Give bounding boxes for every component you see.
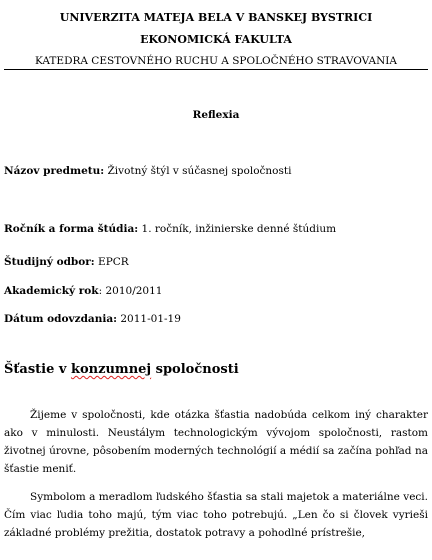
section-title-start: Šťastie v: [4, 362, 71, 377]
field-value: Životný štýl v súčasnej spoločnosti: [104, 165, 292, 177]
field-label: Akademický rok: [4, 285, 99, 297]
field-label: Ročník a forma štúdia:: [4, 223, 139, 235]
field-value: : 2010/2011: [98, 285, 163, 297]
field-label: Študijný odbor:: [4, 256, 95, 268]
field-label: Názov predmetu:: [4, 165, 105, 177]
field-academic-year: [4, 285, 162, 297]
field-value: 1. ročník, inžinierske denné štúdium: [138, 223, 337, 235]
field-value: 2011-01-19: [117, 313, 181, 325]
field-program: [4, 256, 129, 268]
body-paragraph: Symbolom a meradlom ľudského šťastia sa stali majetok a materiálne veci. Čím viac ľudia toho majú, tým viac toho potrebujú. „Len čo si človek vyrieši základné problémy prežitia, dostatok potravy a pohodlné prístrešie,: [4, 491, 428, 539]
field-value: EPCR: [94, 256, 129, 268]
field-submission-date: [4, 313, 181, 325]
spellcheck-flagged-word: konzumnej: [70, 362, 152, 377]
field-year-form: [4, 223, 336, 235]
field-course: [4, 165, 291, 177]
field-label: Dátum odovzdania:: [4, 313, 118, 325]
document-type-heading: Reflexia: [192, 109, 240, 121]
department-name: KATEDRA CESTOVNÉHO RUCHU A SPOLOČNÉHO STRAVOVANIA: [34, 55, 398, 67]
university-name: UNIVERZITA MATEJA BELA V BANSKEJ BYSTRICI: [59, 11, 373, 24]
header-divider: [4, 69, 428, 70]
section-title-end: spoločnosti: [151, 362, 239, 377]
body-paragraph: Žijeme v spoločnosti, kde otázka šťastia nadobúda celkom iný charakter ako v minulosti. Neustálym technologickým vývojom spoločnosti, rastom životnej úrovne, pôsobením moderných technológií a médií sa začína pohľad na šťastie meniť.: [4, 409, 428, 475]
faculty-name: EKONOMICKÁ FAKULTA: [140, 33, 292, 46]
section-title: [4, 362, 239, 377]
